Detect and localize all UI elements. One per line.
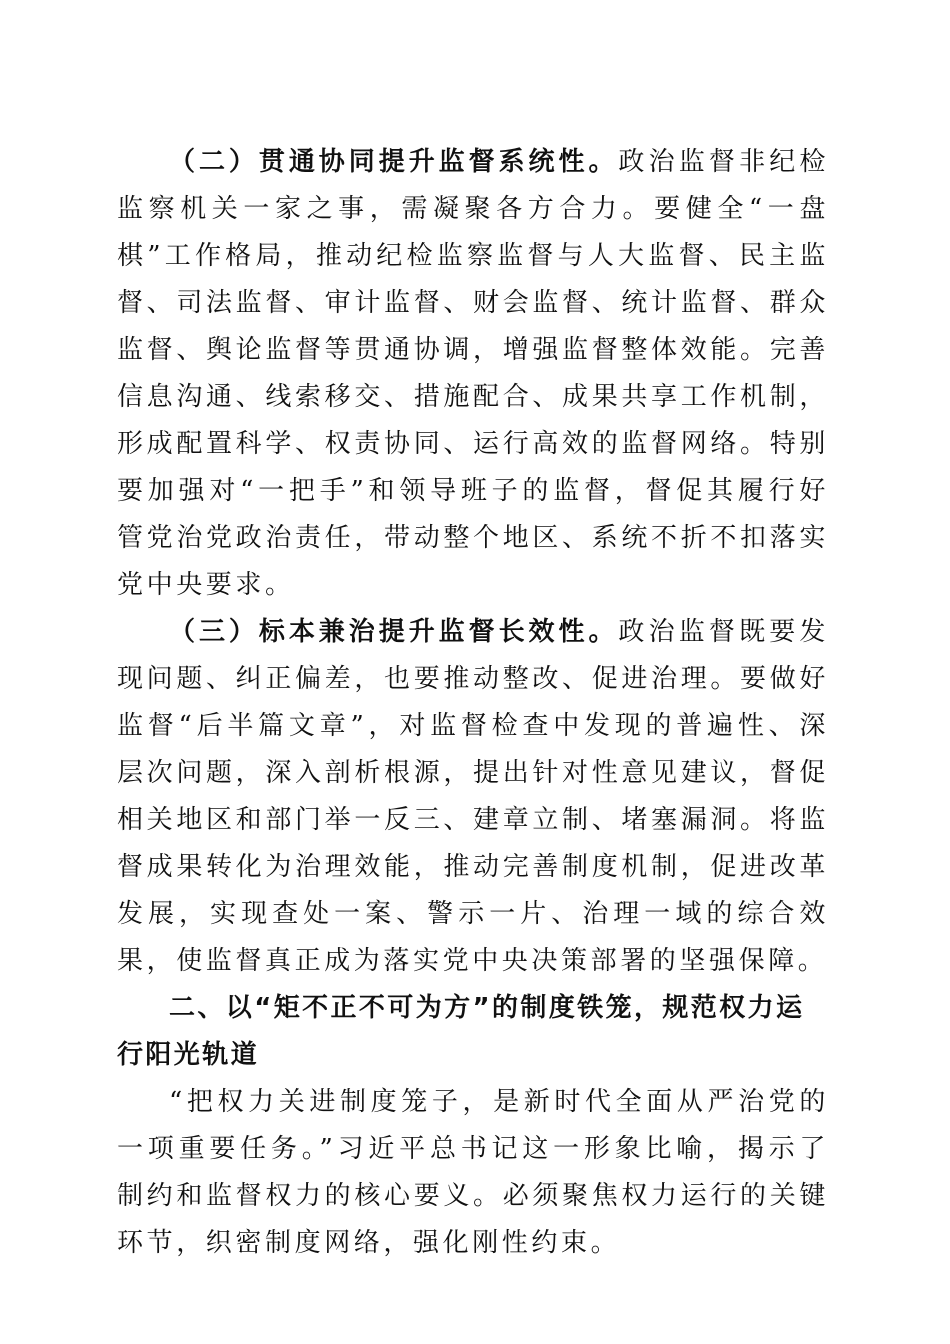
section-heading-institutional-cage: 二、以“矩不正不可为方”的制度铁笼，规范权力运行阳光轨道 [117,993,805,1070]
document-body [117,139,829,1267]
subheading-coordinated-supervision: （二）贯通协同提升监督系统性。 [169,147,619,177]
paragraph-long-term-supervision [117,609,829,985]
paragraph-text: 政治监督非纪检监察机关一家之事，需凝聚各方合力。要健全“一盘棋”工作格局，推动纪检监察监督与人大监督、民主监督、司法监督、审计监督、财会监督、统计监督、群众监督、舆论监督等贯通协调，增强监督整体效能。完善信息沟通、线索移交、措施配合、成果共享工作机制，形成配置科学、权责协同、运行高效的监督网络。特别要加强对“一把手”和领导班子的监督，督促其履行好管党治党政治责任，带动整个地区、系统不折不扣落实党中央要求。 [117,147,829,600]
paragraph-coordinated-supervision [117,139,829,609]
paragraph-power-in-cage: “把权力关进制度笼子，是新时代全面从严治党的一项重要任务。”习近平总书记这一形象比喻，揭示了制约和监督权力的核心要义。必须聚焦权力运行的关键环节，织密制度网络，强化刚性约束。 [117,1087,829,1258]
paragraph-text: 政治监督既要发现问题、纠正偏差，也要推动整改、促进治理。要做好监督“后半篇文章”，对监督检查中发现的普遍性、深层次问题，深入剖析根源，提出针对性意见建议，督促相关地区和部门举一反三、建章立制、堵塞漏洞。将监督成果转化为治理效能，推动完善制度机制，促进改革发展，实现查处一案、警示一片、治理一域的综合效果，使监督真正成为落实党中央决策部署的坚强保障。 [117,617,829,976]
subheading-long-term-supervision: （三）标本兼治提升监督长效性。 [169,617,619,647]
